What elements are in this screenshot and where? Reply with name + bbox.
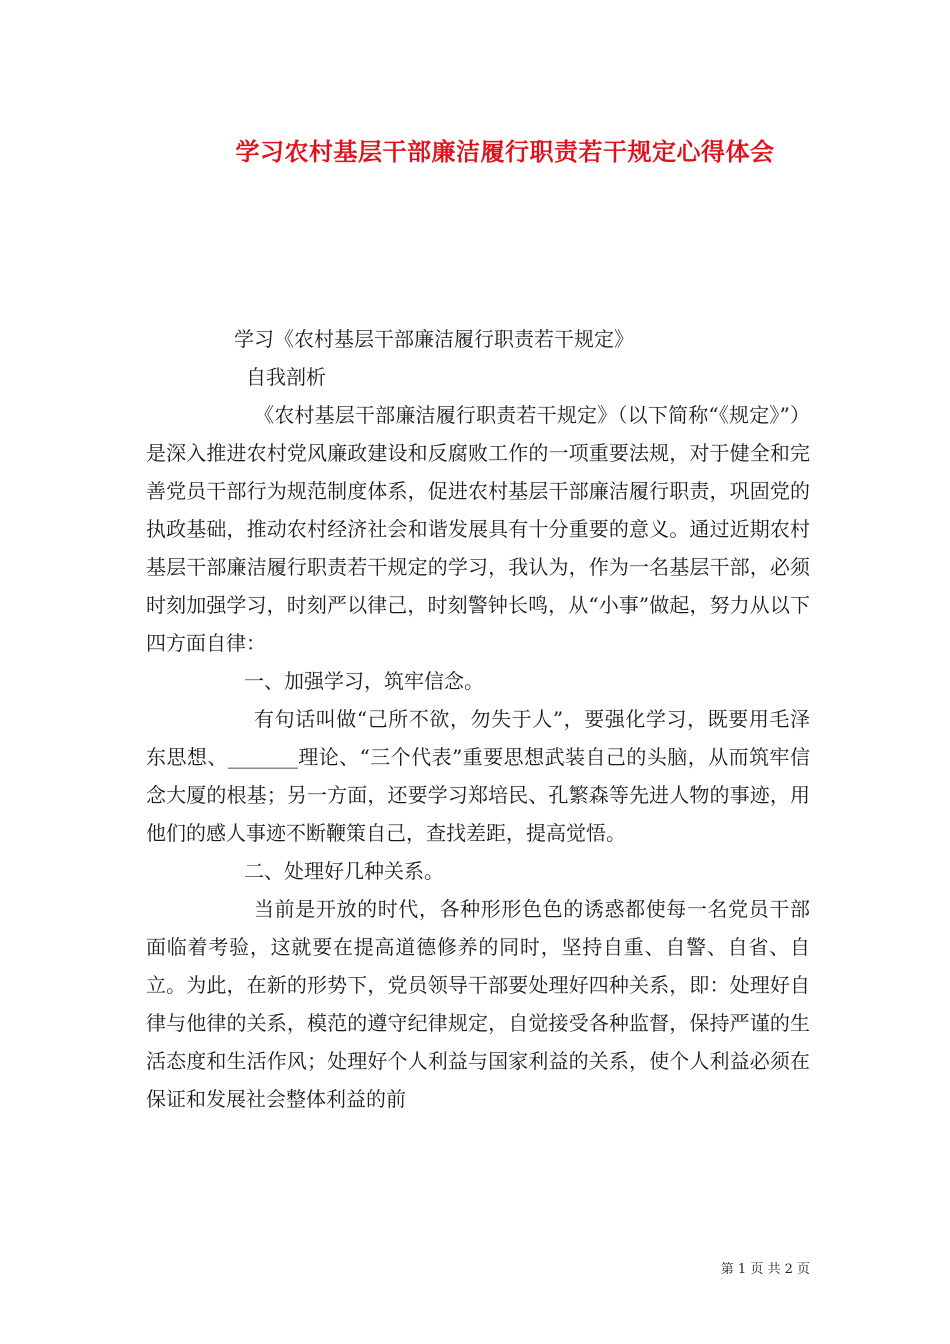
document-title: 学习农村基层干部廉洁履行职责若干规定心得体会	[235, 138, 775, 166]
page-number: 第 1 页 共 2 页	[720, 1262, 810, 1277]
section-heading-2: 二、处理好几种关系。	[244, 859, 444, 883]
document-body	[146, 320, 810, 1118]
subtitle-line-1: 学习《农村基层干部廉洁履行职责若干规定》	[234, 327, 634, 351]
paragraph-section-2: 当前是开放的时代，各种形形色色的诱惑都使每一名党员干部面临着考验，这就要在提高道德修养的同时，坚持自重、自警、自省、自立。为此，在新的形势下，党员领导干部要处理好四种关系，即：处理好自律与他律的关系，模范的遵守纪律规定，自觉接受各种监督，保持严谨的生活态度和生活作风；处理好个人利益与国家利益的关系，使个人利益必须在保证和发展社会整体利益的前	[146, 897, 810, 1111]
section-heading-1: 一、加强学习，筑牢信念。	[244, 669, 484, 693]
subtitle-line-2: 自我剖析	[246, 365, 326, 389]
paragraph-intro: 《农村基层干部廉洁履行职责若干规定》（以下简称“《规定》”）是深入推进农村党风廉政建设和反腐败工作的一项重要法规，对于健全和完善党员干部行为规范制度体系，促进农村基层干部廉洁履行职责，巩固党的执政基础，推动农村经济社会和谐发展具有十分重要的意义。通过近期农村基层干部廉洁履行职责若干规定的学习，我认为，作为一名基层干部，必须时刻加强学习，时刻严以律己，时刻警钟长鸣，从“小事”做起，努力从以下四方面自律：	[146, 403, 810, 655]
paragraph-section-1: 有句话叫做“己所不欲，勿失于人”，要强化学习，既要用毛泽东思想、_______理论、“三个代表”重要思想武装自己的头脑，从而筑牢信念大厦的根基；另一方面，还要学习郑培民、孔繁森等先进人物的事迹，用他们的感人事迹不断鞭策自己，查找差距，提高觉悟。	[146, 707, 810, 845]
